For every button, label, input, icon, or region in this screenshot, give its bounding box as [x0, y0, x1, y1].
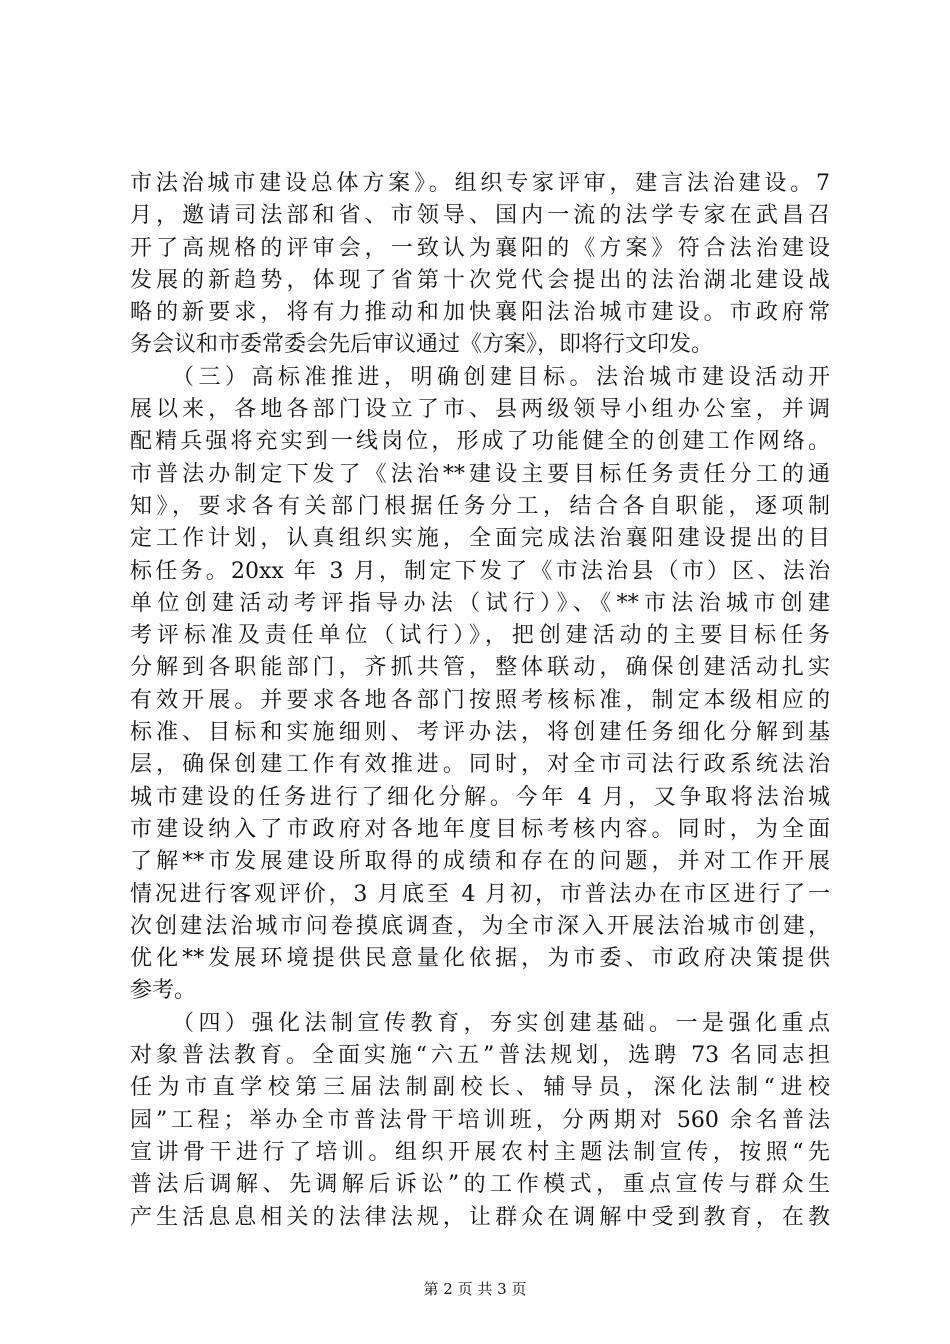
- page-footer: 第 2 页 共 3 页: [423, 1280, 527, 1298]
- text-line: 月，邀请司法部和省、市领导、国内一流的法学专家在武昌召: [130, 203, 830, 229]
- text-line: 层，确保创建工作有效推进。同时，对全市司法行政系统法治: [130, 752, 830, 778]
- text-line: （四）强化法制宣传教育，夯实创建基础。一是强化重点: [130, 1010, 830, 1036]
- text-line: 产生活息息相关的法律法规，让群众在调解中受到教育，在教: [130, 1204, 830, 1230]
- text-line: 情况进行客观评价，3 月底至 4 月初，市普法办在市区进行了一: [130, 881, 830, 907]
- text-line: 配精兵强将充实到一线岗位，形成了功能健全的创建工作网络。: [130, 429, 830, 455]
- text-line: 园”工程；举办全市普法骨干培训班，分两期对 560 余名普法: [130, 1107, 830, 1133]
- text-line: 市普法办制定下发了《法治**建设主要目标任务责任分工的通: [130, 461, 830, 487]
- text-line: 知》，要求各有关部门根据任务分工，结合各自职能，逐项制: [130, 493, 830, 519]
- text-line: 有效开展。并要求各地各部门按照考核标准，制定本级相应的: [130, 687, 830, 713]
- text-line: （三）高标准推进，明确创建目标。法治城市建设活动开: [130, 364, 830, 390]
- text-line: 参考。: [130, 978, 197, 1004]
- text-line: 次创建法治城市问卷摸底调查，为全市深入开展法治城市创建，: [130, 913, 830, 939]
- text-line: 单位创建活动考评指导办法（试行）》、《**市法治城市创建: [130, 590, 830, 616]
- text-line: 优化**发展环境提供民意量化依据，为市委、市政府决策提供: [130, 946, 830, 972]
- text-line: 宣讲骨干进行了培训。组织开展农村主题法制宣传，按照“先: [130, 1139, 830, 1165]
- text-line: 略的新要求，将有力推动和加快襄阳法治城市建设。市政府常: [130, 300, 830, 326]
- text-line: 务会议和市委常委会先后审议通过《方案》，即将行文印发。: [130, 332, 714, 358]
- text-line: 任为市直学校第三届法制副校长、辅导员，深化法制“进校: [130, 1075, 830, 1101]
- text-line: 普法后调解、先调解后诉讼”的工作模式，重点宣传与群众生: [130, 1172, 830, 1198]
- text-line: 市法治城市建设总体方案》。组织专家评审，建言法治建设。7: [130, 171, 830, 196]
- text-line: 标任务。20xx 年 3 月，制定下发了《市法治县（市）区、法治: [130, 558, 830, 584]
- text-line: 开了高规格的评审会，一致认为襄阳的《方案》符合法治建设: [130, 235, 830, 261]
- text-line: 市建设纳入了市政府对各地年度目标考核内容。同时，为全面: [130, 816, 830, 842]
- text-line: 对象普法教育。全面实施“六五”普法规划，选聘 73 名同志担: [130, 1043, 830, 1069]
- text-line: 定工作计划，认真组织实施，全面完成法治襄阳建设提出的目: [130, 526, 830, 552]
- text-line: 分解到各职能部门，齐抓共管，整体联动，确保创建活动扎实: [130, 655, 830, 681]
- text-line: 发展的新趋势，体现了省第十次党代会提出的法治湖北建设战: [130, 267, 830, 293]
- body-text: [130, 168, 830, 1234]
- text-line: 展以来，各地各部门设立了市、县两级领导小组办公室，并调: [130, 397, 830, 423]
- text-line: 标准、目标和实施细则、考评办法，将创建任务细化分解到基: [130, 720, 830, 746]
- text-line: 考评标准及责任单位（试行）》，把创建活动的主要目标任务: [130, 623, 830, 649]
- text-line: 城市建设的任务进行了细化分解。今年 4 月，又争取将法治城: [130, 784, 830, 810]
- text-line: 了解**市发展建设所取得的成绩和存在的问题，并对工作开展: [130, 849, 830, 875]
